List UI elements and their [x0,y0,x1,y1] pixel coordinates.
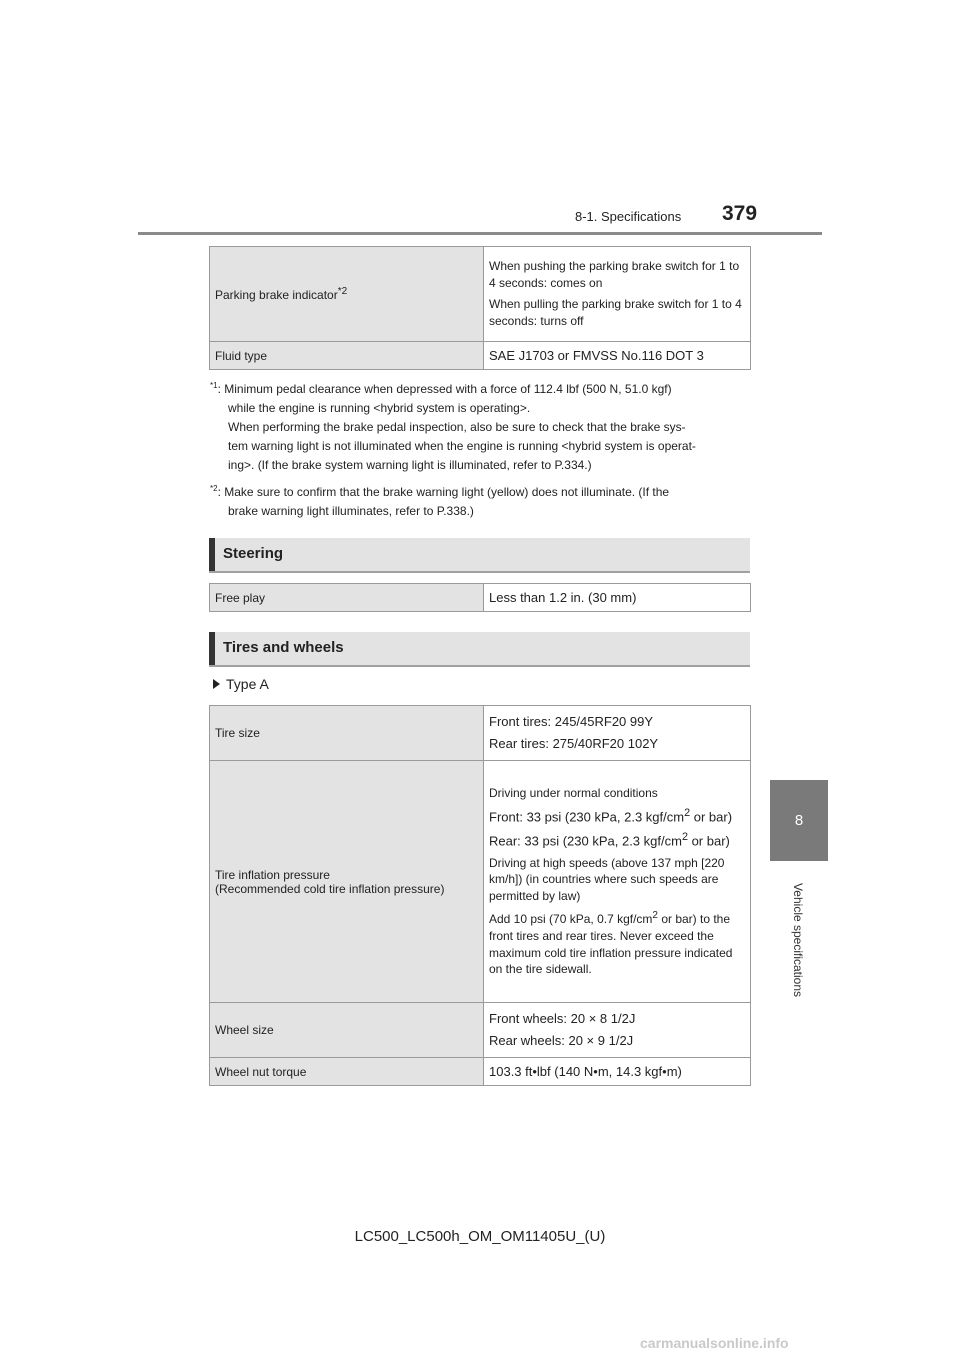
type-a-label: Type A [213,676,269,692]
page-number: 379 [722,202,758,225]
table-cell-value: When pushing the parking brake switch for 1 to 4 seconds: comes on When pulling the parking brake switch for 1 to 4 seconds: turns off [484,247,751,342]
section-title: 8-1. Specifications [575,209,682,224]
tires-table [209,705,751,1086]
chapter-tab: 8 [770,780,828,861]
table-row: Tire size Front tires: 245/45RF20 99Y Rear tires: 275/40RF20 102Y [210,706,751,761]
watermark: carmanualsonline.info [640,1335,789,1351]
tires-heading: Tires and wheels [209,632,750,667]
footnote-2: $^{*2}$: Make sure to confirm that the brake warning light (yellow) does not illuminate. (If the brake warning light illuminates, refer to P.338.) [210,484,670,518]
footnote-1: $^{*1}$: Minimum pedal clearance when depressed with a force of 112.4 lbf (500 N, 51.0 kgf) while the engine is running <hybrid system is operating>. When performing the brake pedal inspection, also be sure to check that the brake sys- tem warning light is not illuminated when the engine is running <hybrid system is operat- ing>. (If the brake system warning light is illuminated, refer to P.334.) [210,381,696,472]
table-row: Free play Less than 1.2 in. (30 mm) [210,584,751,612]
brake-table [209,246,751,370]
chapter-label: Vehicle specifications [791,882,805,998]
table-cell-label: Parking brake indicator$^{*2}$ [210,247,484,342]
table-row: Wheel size Front wheels: 20 × 8 1/2J Rear wheels: 20 × 9 1/2J [210,1003,751,1058]
steering-heading: Steering [209,538,750,573]
table-row [210,247,751,342]
table-row: Tire inflation pressure (Recommended cold tire inflation pressure) Driving under normal conditions Front: 33 psi (230 kPa, 2.3 kgf/$cm^2$ or bar) Rear: 33 psi (230 kPa, 2.3 kgf/$cm^2$ or bar) Driving at high speeds (above 137 mph [220 km/h]) (in countries where such speeds are permitted by law) Add 10 psi (70 kPa, 0.7 kgf/$cm^2$ or bar) to the front tires and rear tires. Never exceed the maximum cold tire inflation pressure indicated on the tire sidewall. [210,761,751,1003]
table-row: Wheel nut torque 103.3 ft•lbf (140 N•m, 14.3 kgf•m) [210,1058,751,1086]
table-row: Fluid type SAE J1703 or FMVSS No.116 DOT 3 [210,342,751,370]
header-rule [138,232,822,235]
doc-code: LC500_LC500h_OM_OM11405U_(U) [354,1228,606,1245]
steering-table [209,583,751,612]
triangle-bullet-icon [213,679,220,689]
